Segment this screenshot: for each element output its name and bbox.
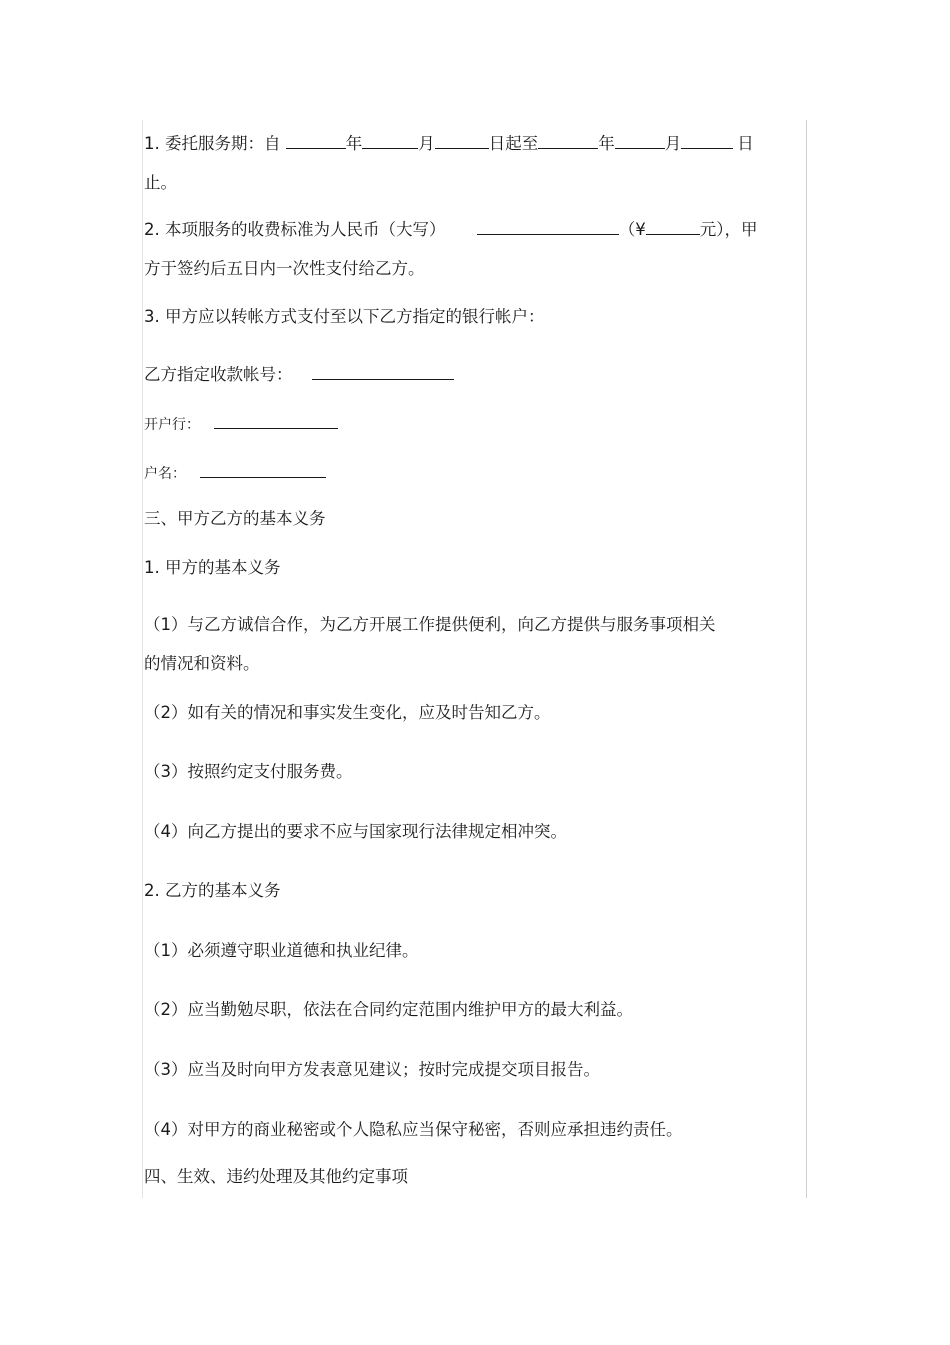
fee-rmb-blank <box>646 219 700 235</box>
transfer-line: 3. 甲方应以转帐方式支付至以下乙方指定的银行帐户： <box>144 307 545 326</box>
fee-line <box>144 219 758 241</box>
party-b-title: 2. 乙方的基本义务 <box>144 881 281 900</box>
term-end-line: 止。 <box>144 173 177 192</box>
bank-label: 开户行： <box>144 417 200 433</box>
start-month-blank <box>362 133 418 149</box>
party-a-item-4: （4）向乙方提出的要求不应与国家现行法律规定相冲突。 <box>144 822 567 841</box>
account-name-line <box>144 462 326 485</box>
party-a-item-3: （3）按照约定支付服务费。 <box>144 762 353 781</box>
end-day-blank <box>681 133 733 149</box>
page-border-right <box>806 120 807 1198</box>
day-label: 日 <box>737 134 754 153</box>
account-name-blank <box>200 462 326 478</box>
fee-cont-line: 方于签约后五日内一次性支付给乙方。 <box>144 259 425 278</box>
party-b-item-2: （2）应当勤勉尽职，依法在合同约定范围内维护甲方的最大利益。 <box>144 1000 633 1019</box>
account-line <box>144 364 454 386</box>
term-line <box>144 133 754 155</box>
party-a-item-1-cont: 的情况和资料。 <box>144 654 260 673</box>
end-month-blank <box>615 133 665 149</box>
start-day-blank <box>435 133 489 149</box>
party-b-item-1: （1）必须遵守职业道德和执业纪律。 <box>144 941 419 960</box>
end-year-blank <box>538 133 598 149</box>
fee-chinese-blank <box>477 219 619 235</box>
account-name-label: 户名： <box>144 466 186 482</box>
account-label: 乙方指定收款帐号： <box>144 365 293 384</box>
day-from-label: 日起至 <box>488 134 539 153</box>
section-four-heading: 四、生效、违约处理及其他约定事项 <box>144 1167 408 1186</box>
party-a-item-1: （1）与乙方诚信合作，为乙方开展工作提供便利，向乙方提供与服务事项相关 <box>144 615 716 634</box>
fee-prefix: 2. 本项服务的收费标准为人民币（大写） <box>144 220 446 239</box>
fee-rmb-open: （¥ <box>618 220 646 239</box>
fee-rmb-close: 元），甲 <box>699 220 758 239</box>
bank-blank <box>214 413 338 429</box>
party-b-item-4: （4）对甲方的商业秘密或个人隐私应当保守秘密，否则应承担违约责任。 <box>144 1120 683 1139</box>
year-label-2: 年 <box>598 134 615 153</box>
start-year-blank <box>286 133 346 149</box>
section-three-heading: 三、甲方乙方的基本义务 <box>144 509 326 528</box>
month-label: 月 <box>418 134 435 153</box>
page-border-left <box>142 120 143 1198</box>
year-label: 年 <box>345 134 363 153</box>
month-label-2: 月 <box>664 134 682 153</box>
account-blank <box>312 364 454 380</box>
party-a-title: 1. 甲方的基本义务 <box>144 558 281 577</box>
bank-line <box>144 413 338 436</box>
term-prefix: 1. 委托服务期：自 <box>144 134 281 153</box>
party-b-item-3: （3）应当及时向甲方发表意见建议；按时完成提交项目报告。 <box>144 1060 600 1079</box>
party-a-item-2: （2）如有关的情况和事实发生变化，应及时告知乙方。 <box>144 703 551 722</box>
